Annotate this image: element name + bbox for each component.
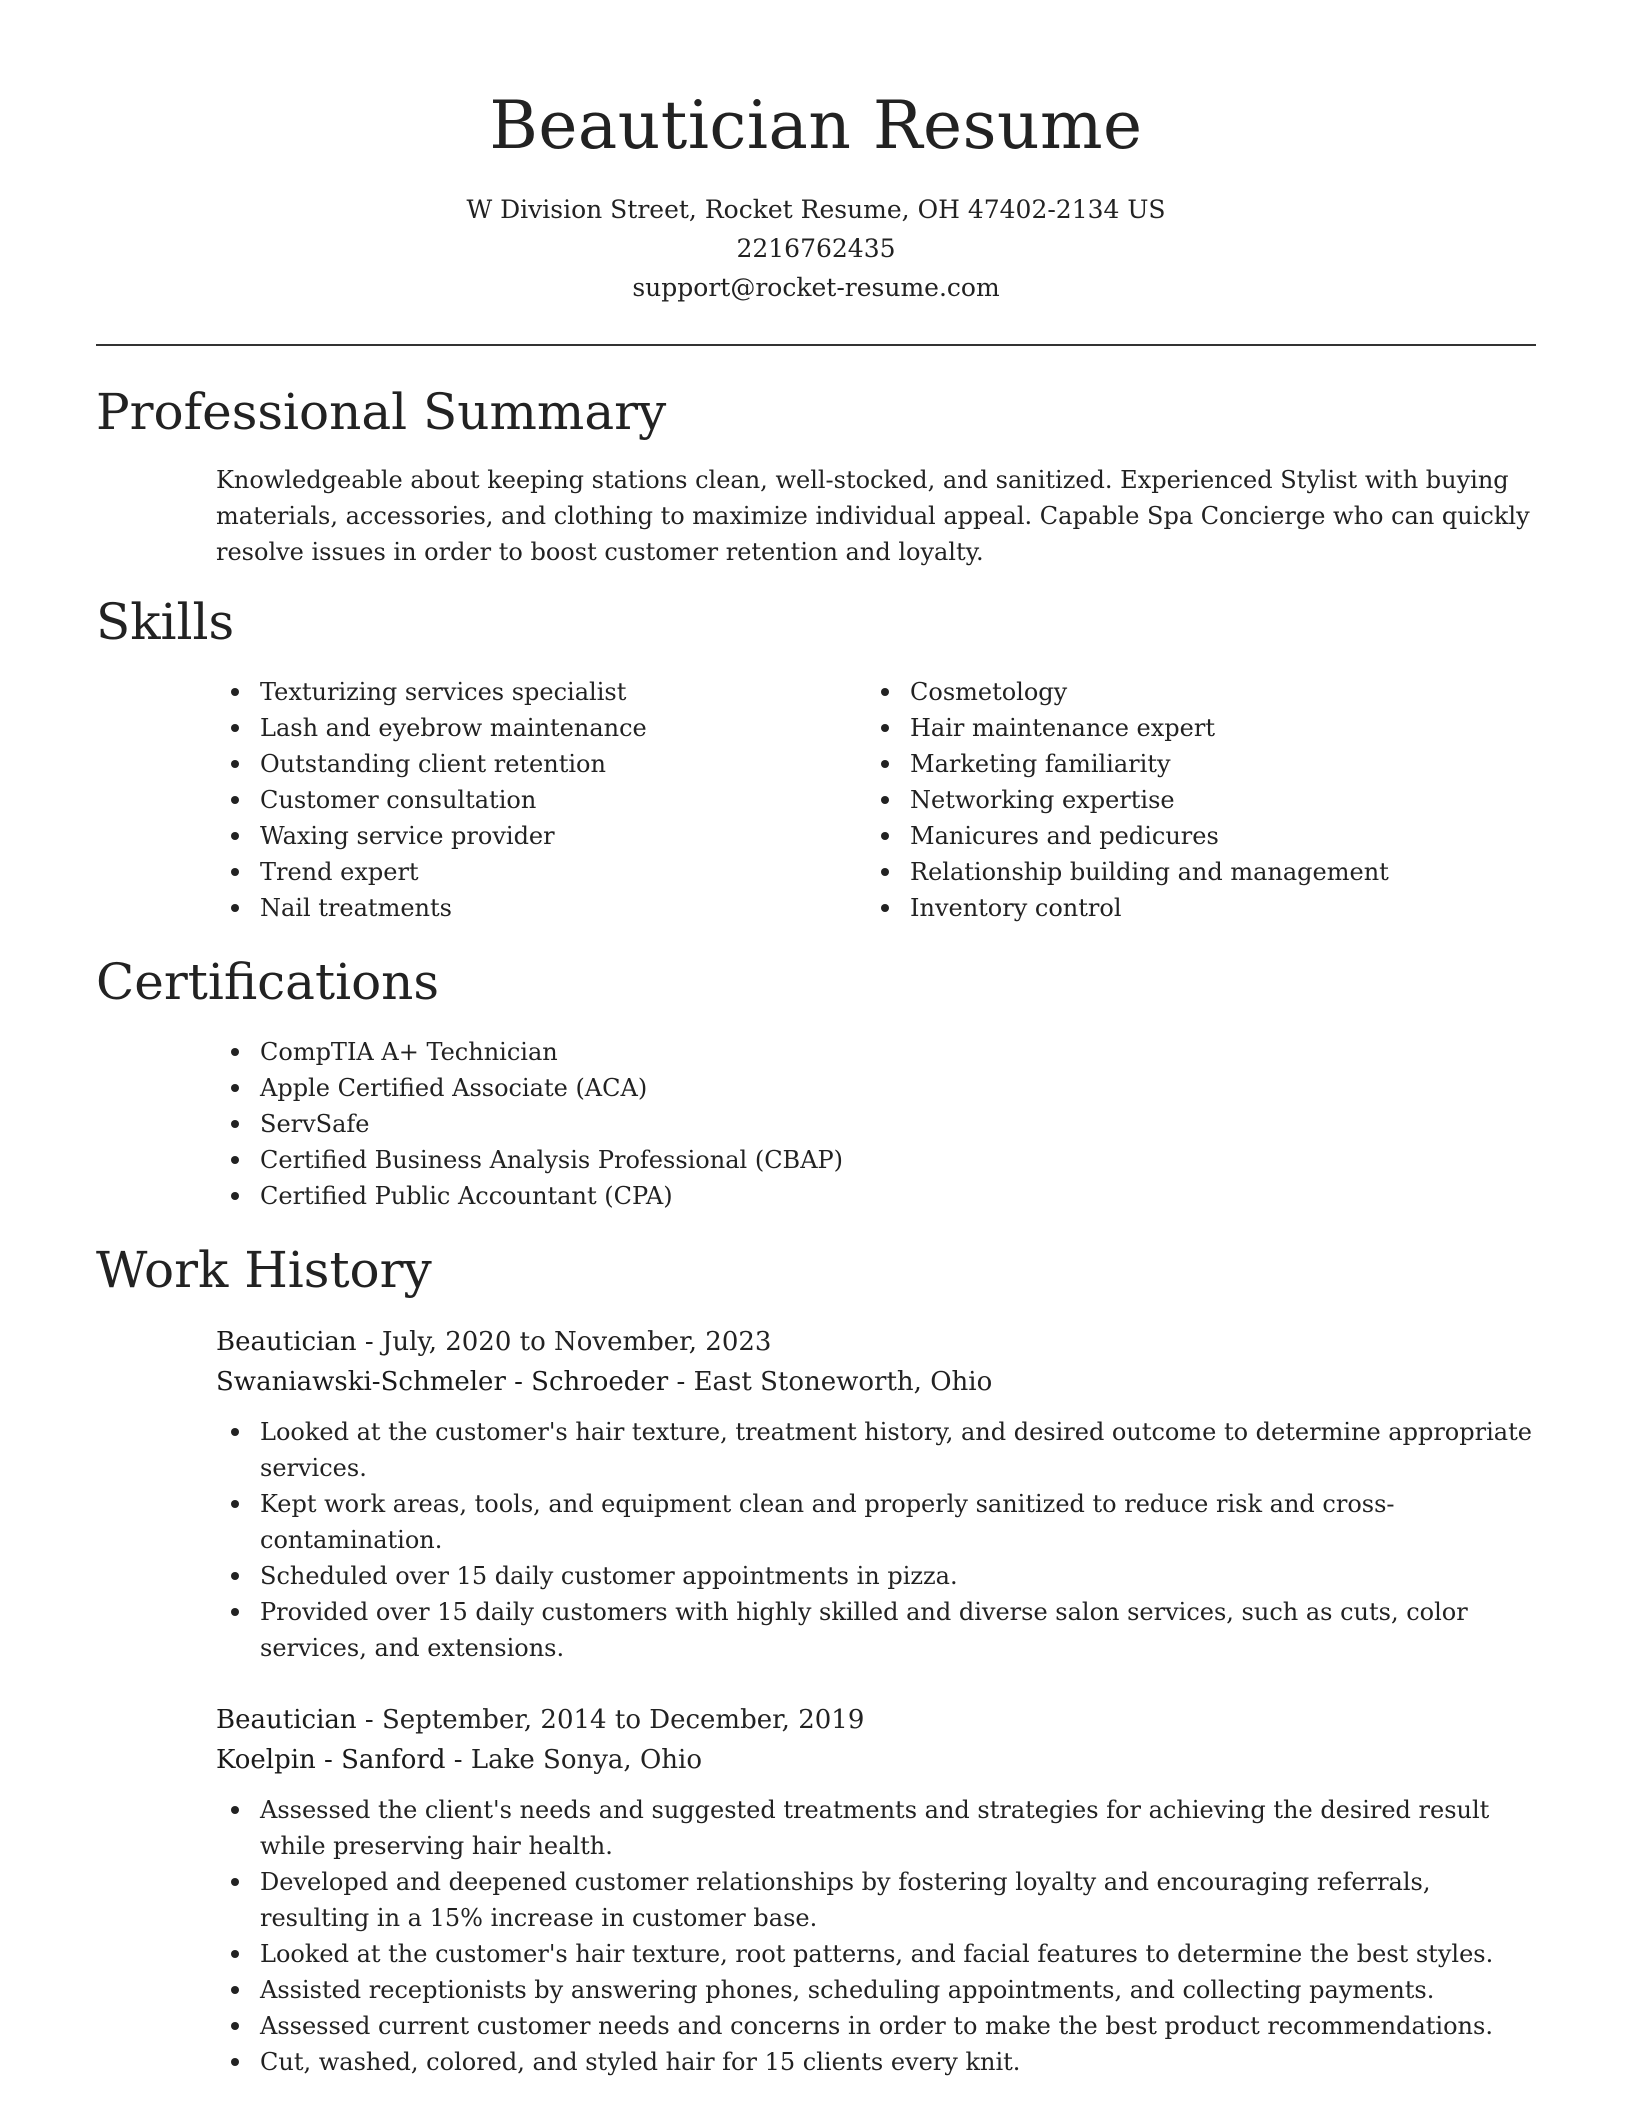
- skill-item: Lash and eyebrow maintenance: [216, 710, 866, 746]
- section-title-work-history: Work History: [96, 1241, 432, 1299]
- job-entry: [216, 1322, 1536, 1666]
- job-duty: Provided over 15 daily customers with highly skilled and diverse salon services, such as cuts, color services, and extensions.: [216, 1594, 1536, 1666]
- job-duty: Scheduled over 15 daily customer appointments in pizza.: [216, 1558, 1536, 1594]
- separator: -: [668, 1367, 694, 1397]
- skill-item: Inventory control: [866, 890, 1516, 926]
- skill-item: Outstanding client retention: [216, 746, 866, 782]
- section-title-summary: Professional Summary: [96, 383, 667, 441]
- job-title: Beautician: [216, 1705, 357, 1735]
- skills-column-left: [216, 674, 866, 926]
- phone: 2216762435: [736, 234, 896, 263]
- job-duty: Developed and deepened customer relationships by fostering loyalty and encouraging referrals, resulting in a 15% increase in customer base.: [216, 1864, 1536, 1936]
- skill-item: Trend expert: [216, 854, 866, 890]
- job-duties-list: [216, 1792, 1536, 2080]
- summary-text: Knowledgeable about keeping stations clean, well-stocked, and sanitized. Experienced Stylist with buying materials, accessories, and clothing to maximize individual appeal. Capable Spa Concierge who can quickly resolve issues in order to boost customer retention and loyalty.: [216, 466, 1530, 566]
- job-duty: Looked at the customer's hair texture, root patterns, and facial features to determine the best styles.: [216, 1936, 1536, 1972]
- certification-item: ServSafe: [216, 1106, 1536, 1142]
- job-company-line: [216, 1740, 1536, 1780]
- skill-item: Networking expertise: [866, 782, 1516, 818]
- job-entry: [216, 1700, 1536, 2080]
- skill-item: Cosmetology: [866, 674, 1516, 710]
- skills-column-right: [866, 674, 1516, 926]
- job-location: East Stoneworth, Ohio: [693, 1367, 993, 1397]
- job-duty: Assessed current customer needs and concerns in order to make the best product recommendations.: [216, 2008, 1536, 2044]
- separator: -: [445, 1745, 471, 1775]
- job-duty: Assisted receptionists by answering phones, scheduling appointments, and collecting payments.: [216, 1972, 1536, 2008]
- job-dates: July, 2020 to November, 2023: [381, 1327, 772, 1357]
- certification-item: CompTIA A+ Technician: [216, 1034, 1536, 1070]
- job-dates: September, 2014 to December, 2019: [381, 1705, 865, 1735]
- job-duty: Kept work areas, tools, and equipment clean and properly sanitized to reduce risk and cross-contamination.: [216, 1486, 1536, 1558]
- skill-item: Hair maintenance expert: [866, 710, 1516, 746]
- certification-item: Apple Certified Associate (ACA): [216, 1070, 1536, 1106]
- job-company-line: [216, 1362, 1536, 1402]
- certifications-list: [216, 1034, 1536, 1214]
- job-location: Lake Sonya, Ohio: [470, 1745, 702, 1775]
- contact-info: [96, 190, 1536, 307]
- job-title-line: [216, 1322, 1536, 1362]
- certification-item: Certified Public Accountant (CPA): [216, 1178, 1536, 1214]
- separator: -: [356, 1705, 382, 1735]
- job-duties-list: [216, 1414, 1536, 1666]
- section-title-skills: Skills: [96, 593, 235, 651]
- job-duty: Looked at the customer's hair texture, treatment history, and desired outcome to determine appropriate services.: [216, 1414, 1536, 1486]
- skill-item: Nail treatments: [216, 890, 866, 926]
- resume-header: [96, 0, 1536, 307]
- email: support@rocket-resume.com: [632, 273, 1000, 302]
- skill-item: Waxing service provider: [216, 818, 866, 854]
- job-duty: Assessed the client's needs and suggested treatments and strategies for achieving the desired result while preserving hair health.: [216, 1792, 1536, 1864]
- skill-item: Marketing familiarity: [866, 746, 1516, 782]
- certification-item: Certified Business Analysis Professional (CBAP): [216, 1142, 1536, 1178]
- job-duty: Cut, washed, colored, and styled hair for 15 clients every knit.: [216, 2044, 1536, 2080]
- skill-item: Customer consultation: [216, 782, 866, 818]
- separator: -: [356, 1327, 382, 1357]
- job-title: Beautician: [216, 1327, 357, 1357]
- job-company: Koelpin - Sanford: [216, 1745, 446, 1775]
- skill-item: Relationship building and management: [866, 854, 1516, 890]
- header-divider: [96, 344, 1536, 346]
- section-title-certifications: Certifications: [96, 953, 440, 1011]
- resume-title: Beautician Resume: [489, 87, 1143, 164]
- skill-item: Texturizing services specialist: [216, 674, 866, 710]
- address: W Division Street, Rocket Resume, OH 47402-2134 US: [466, 195, 1166, 224]
- skill-item: Manicures and pedicures: [866, 818, 1516, 854]
- skills-list: [216, 674, 1536, 926]
- job-company: Swaniawski-Schmeler - Schroeder: [216, 1367, 669, 1397]
- job-title-line: [216, 1700, 1536, 1740]
